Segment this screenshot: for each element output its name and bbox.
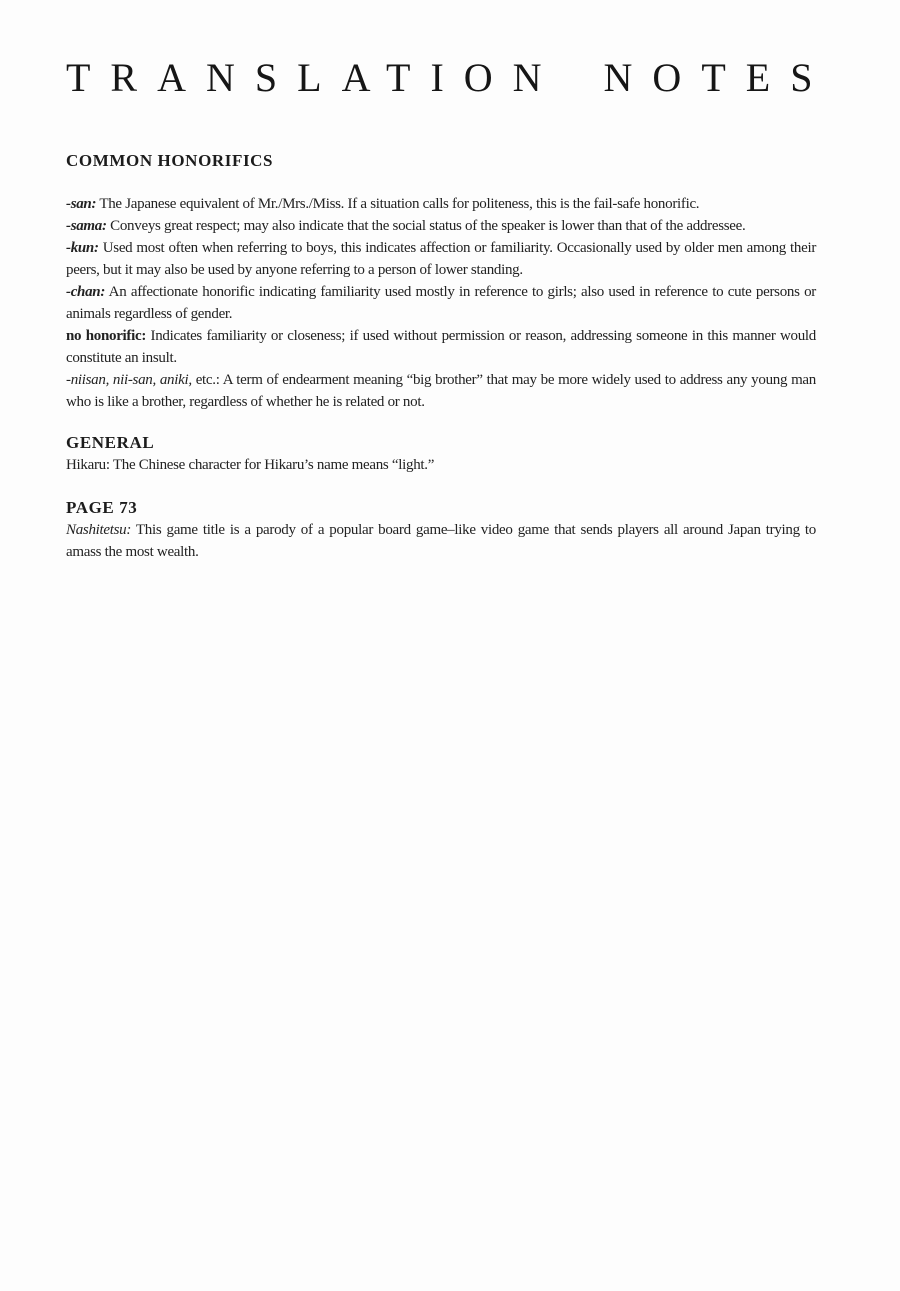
general-entry-hikaru — [66, 454, 816, 476]
page73-entry-nashitetsu — [66, 519, 816, 563]
honorific-definition: Conveys great respect; may also indicate that the social status of the speaker is lower than that of the addressee. — [110, 218, 746, 234]
honorifics-entries — [66, 193, 816, 413]
section-general — [66, 432, 816, 476]
common-honorifics-heading: COMMON HONORIFICS — [66, 151, 274, 170]
general-entries — [66, 454, 816, 476]
honorific-term: -niisan, nii-san, aniki, — [66, 372, 192, 388]
honorific-term: -kun: — [66, 240, 99, 256]
honorific-term: no honorific: — [66, 328, 147, 344]
honorific-definition: The Japanese equivalent of Mr./Mrs./Miss. If a situation calls for politeness, this is the fail-safe honorific. — [99, 196, 700, 212]
note-term: Nashitetsu: — [66, 522, 132, 538]
honorific-definition: An affectionate honorific indicating familiarity used mostly in reference to girls; also used in reference to cute persons or animals regardless of gender. — [66, 284, 816, 322]
honorific-entry-chan — [66, 281, 816, 325]
honorific-definition: Indicates familiarity or closeness; if used without permission or reason, addressing someone in this manner would constitute an insult. — [66, 328, 817, 366]
note-text: This game title is a parody of a popular board game–like video game that sends players all around Japan trying to amass the most wealth. — [66, 522, 816, 560]
general-heading: GENERAL — [66, 433, 155, 452]
honorific-entry-san — [66, 193, 816, 215]
honorific-entry-no-honorific — [66, 325, 816, 369]
section-page-73 — [66, 497, 816, 563]
honorific-term: -sama: — [66, 218, 107, 234]
honorific-entry-kun — [66, 237, 816, 281]
section-common-honorifics — [66, 150, 816, 413]
honorific-term: -chan: — [66, 284, 106, 300]
honorific-definition: Used most often when referring to boys, this indicates affection or familiarity. Occasionally used by older men among their peers, but it may also be used by anyone referring to a person of lower standing. — [66, 240, 817, 278]
honorific-entry-niisan — [66, 369, 816, 413]
honorific-entry-sama — [66, 215, 816, 237]
page-title: TRANSLATION NOTES — [66, 55, 833, 100]
honorific-term-suffix: etc.: — [191, 372, 220, 388]
honorific-definition: A term of endearment meaning “big brother” that may be more widely used to address any young man who is like a brother, regardless of whether he is related or not. — [66, 372, 816, 410]
note-term: Hikaru: — [66, 457, 110, 473]
page-73-heading: PAGE 73 — [66, 498, 138, 517]
honorific-term: -san: — [66, 196, 97, 212]
note-text: The Chinese character for Hikaru’s name means “light.” — [112, 457, 435, 473]
page-73-entries — [66, 519, 816, 563]
